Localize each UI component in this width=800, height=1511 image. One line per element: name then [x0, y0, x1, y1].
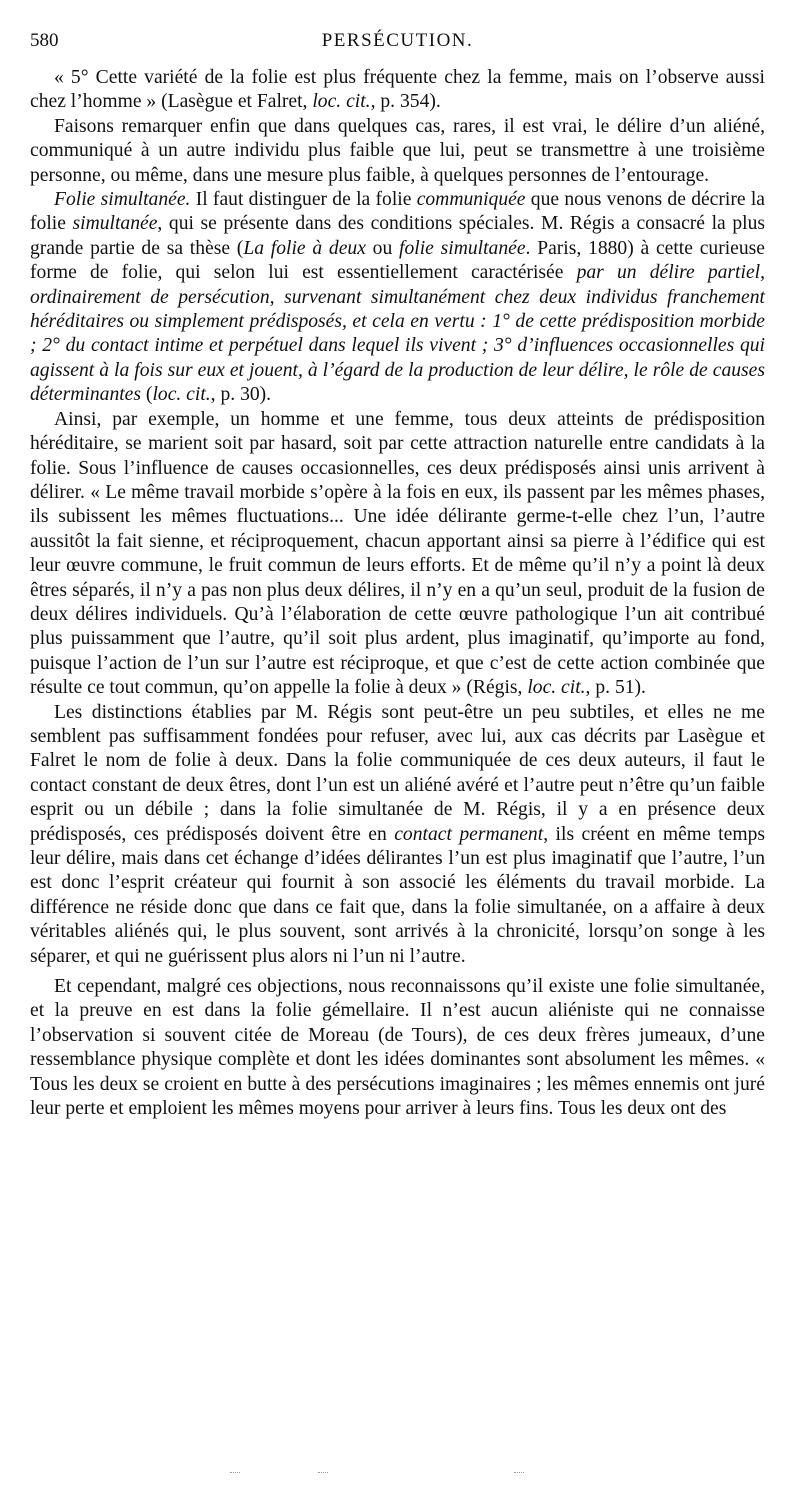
page-bottom-specks — [0, 1472, 800, 1480]
italic-text: folie simultanée — [399, 237, 526, 259]
paragraph — [30, 188, 765, 408]
text-run: , p. 354). — [370, 91, 441, 113]
text-run: ( — [141, 384, 153, 406]
page-header — [30, 30, 765, 58]
italic-text: loc. cit. — [527, 677, 586, 699]
italic-text: communiquée — [416, 189, 526, 211]
italic-text: loc. cit. — [152, 384, 211, 406]
paragraph — [30, 66, 765, 115]
text-run: Et cependant, malgré ces objections, nous reconnaissons qu’il existe une folie simultanée, et la preuve en est dans la folie gémellaire. Il n’est aucun aliéniste qui ne connaisse l’observation si souvent citée de Moreau (de Tours), de ces deux frères jumeaux, d’une ressemblance physique complète et dont les idées dominantes sont absolument les mêmes. « Tous les deux se croient en butte à des persécutions imaginaires ; les mêmes ennemis ont juré leur perte et emploient les mêmes moyens pour arriver à leurs fins. Tous les deux ont des — [30, 976, 765, 1120]
text-run: . Paris, 1880) à cette curieuse forme de folie, qui selon lui est essentiellement caractérisée — [30, 237, 765, 284]
italic-text: loc. cit. — [312, 91, 371, 113]
text-run: , p. 51). — [585, 677, 646, 699]
italic-text: contact permanent — [394, 823, 544, 845]
text-run: , ils créent en même temps leur délire, mais dans cet échange d’idées délirantes l’un est plus imaginatif que l’autre, l’un est donc l’esprit créateur qui fournit à son associé les éléments du travail morbide. La différence ne réside donc que dans ce fait que, dans la folie simultanée, on a affaire à deux véritables aliénés qui, le plus souvent, sont arrivés à la chronicité, lorsqu’on songe à les séparer, et qui ne guérissent plus alors ni l’un ni l’autre. — [30, 823, 765, 967]
text-run: Il faut distinguer de la folie — [190, 189, 417, 211]
body-text — [30, 66, 765, 1121]
paragraph — [30, 408, 765, 701]
text-run: , p. 30). — [210, 384, 272, 406]
book-page — [30, 30, 765, 1121]
paragraph — [30, 701, 765, 969]
text-run: ou — [365, 237, 400, 259]
italic-text: simultanée — [72, 213, 158, 235]
page-number: 580 — [30, 30, 59, 51]
text-run: « 5° Cette variété de la folie est plus fréquente chez la femme, mais on l’observe aussi chez l’homme » (Lasègue et Falret, — [30, 67, 765, 113]
italic-text: La folie à deux — [243, 237, 366, 259]
text-run: , qui se présente dans des conditions spéciales. M. Régis a consacré la plus grande partie de sa thèse ( — [30, 213, 765, 259]
italic-text: par un délire partiel, ordinairement de persécution, survenant simultanément chez deux individus franchement héréditaires ou simplement prédisposés, et cela en vertu : 1° de cette prédisposition morbide ; 2° du contact intime et perpétuel dans lequel ils vivent ; 3° d’influences occasionnelles qui agissent à la fois sur eux et jouent, à l’égard de la production de leur délire, le rôle de causes déterminantes — [30, 262, 765, 406]
text-run: Les distinctions établies par M. Régis sont peut-être un peu subtiles, et elles ne me semblent pas suffisamment fondées pour refuser, avec lui, aux cas décrits par Lasègue et Falret le nom de folie à deux. Dans la folie communiquée de ces deux auteurs, il faut le contact constant de deux êtres, dont l’un est un aliéné avéré et l’autre peut n’être qu’un faible esprit ou un débile ; dans la folie simultanée de M. Régis, il y a en présence deux prédisposés, ces prédisposés doivent être en — [30, 701, 765, 845]
running-title: PERSÉCUTION. — [321, 30, 474, 51]
text-run: que nous venons de décrire la folie — [30, 189, 765, 235]
italic-text: Folie simultanée. — [54, 189, 191, 211]
text-run: Faisons remarquer enfin que dans quelques cas, rares, il est vrai, le délire d’un aliéné, communiqué à un autre individu plus faible que lui, peut se transmettre à une troisième personne, ou même, dans une mesure plus faible, à quelques personnes de l’entourage. — [30, 115, 765, 186]
paragraph — [30, 115, 765, 188]
text-run: Ainsi, par exemple, un homme et une femme, tous deux atteints de prédisposition héréditaire, se marient soit par hasard, soit par cette attraction naturelle entre candidats à la folie. Sous l’influence de causes occasionnelles, ces deux prédisposés ainsi unis arrivent à délirer. « Le même travail morbide s’opère à la fois en eux, ils passent par les mêmes phases, ils subissent les mêmes fluctuations... Une idée délirante germe-t-elle chez l’un, l’autre aussitôt la fait sienne, et réciproquement, chacun apportant ainsi sa pierre à l’édifice qui est leur œuvre commune, le fruit commun de leurs efforts. Et de même qu’il n’y a point là deux êtres séparés, il n’y a pas non plus deux délires, il n’y en a qu’un seul, produit de la fusion de deux délires individuels. Qu’à l’élaboration de cette œuvre pathologique l’un ait contribué plus puissamment que l’autre, qu’il soit plus ardent, plus imaginatif, qu’importe au fond, puisque l’action de l’un sur l’autre est réciproque, et que c’est de cette action combinée que résulte ce tout commun, qu’on appelle la folie à deux » (Régis, — [30, 408, 765, 699]
paragraph — [30, 975, 765, 1121]
